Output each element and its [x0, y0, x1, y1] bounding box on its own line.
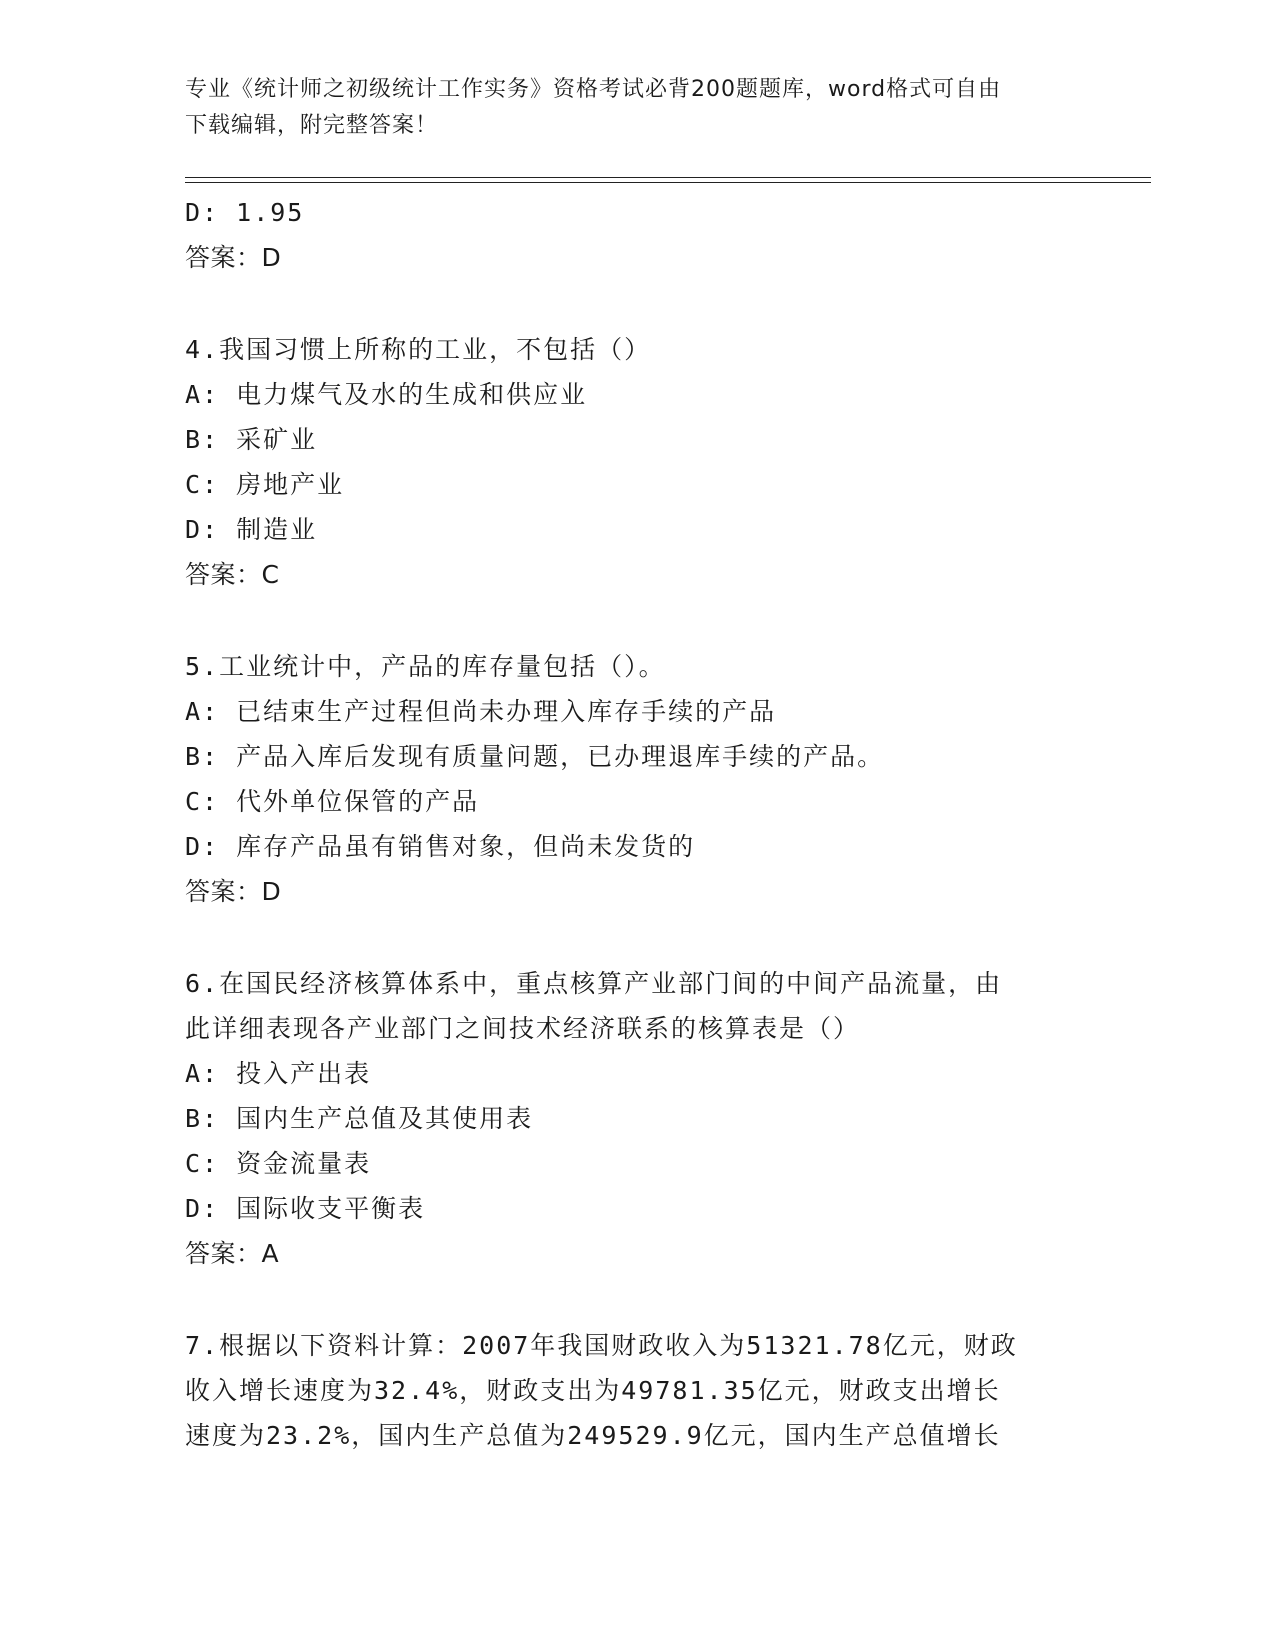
question-stem-line-1: 6.在国民经济核算体系中，重点核算产业部门间的中间产品流量，由 — [185, 969, 1003, 998]
question-4 — [185, 327, 1085, 597]
question-7 — [185, 1323, 1085, 1458]
question-stem-line-3: 速度为23.2%，国内生产总值为249529.9亿元，国内生产总值增长 — [185, 1421, 1001, 1450]
option-a: A: 电力煤气及水的生成和供应业 — [185, 380, 588, 409]
option-d: D: 1.95 — [185, 198, 305, 227]
answer: 答案：A — [185, 1239, 280, 1268]
question-stem-line-2: 收入增长速度为32.4%，财政支出为49781.35亿元，财政支出增长 — [185, 1376, 1001, 1405]
option-c: C: 代外单位保管的产品 — [185, 787, 480, 816]
option-a: A: 投入产出表 — [185, 1059, 372, 1088]
question-stem-line-1: 7.根据以下资料计算：2007年我国财政收入为51321.78亿元，财政 — [185, 1331, 1018, 1360]
answer: 答案：D — [185, 877, 282, 906]
document-header — [185, 72, 1065, 144]
option-c: C: 资金流量表 — [185, 1149, 372, 1178]
option-d: D: 制造业 — [185, 515, 318, 544]
option-d: D: 国际收支平衡表 — [185, 1194, 426, 1223]
answer: 答案：C — [185, 560, 280, 589]
option-b: B: 采矿业 — [185, 425, 318, 454]
option-d: D: 库存产品虽有销售对象，但尚未发货的 — [185, 832, 696, 861]
previous-question — [185, 190, 1085, 280]
option-a: A: 已结束生产过程但尚未办理入库存手续的产品 — [185, 697, 777, 726]
header-line-1: 专业《统计师之初级统计工作实务》资格考试必背200题题库，word格式可自由 — [185, 77, 1002, 102]
header-divider-bottom — [185, 182, 1151, 183]
header-divider-top — [185, 177, 1151, 178]
question-6 — [185, 961, 1085, 1276]
question-stem: 5.工业统计中，产品的库存量包括（）。 — [185, 652, 666, 681]
question-5 — [185, 644, 1085, 914]
document-body — [185, 190, 1085, 1458]
option-b: B: 产品入库后发现有质量问题，已办理退库手续的产品。 — [185, 742, 885, 771]
question-stem: 4.我国习惯上所称的工业，不包括（） — [185, 335, 652, 364]
option-c: C: 房地产业 — [185, 470, 345, 499]
question-stem-line-2: 此详细表现各产业部门之间技术经济联系的核算表是（） — [185, 1014, 861, 1043]
header-line-2: 下载编辑，附完整答案！ — [185, 113, 439, 138]
answer: 答案：D — [185, 243, 282, 272]
option-b: B: 国内生产总值及其使用表 — [185, 1104, 534, 1133]
